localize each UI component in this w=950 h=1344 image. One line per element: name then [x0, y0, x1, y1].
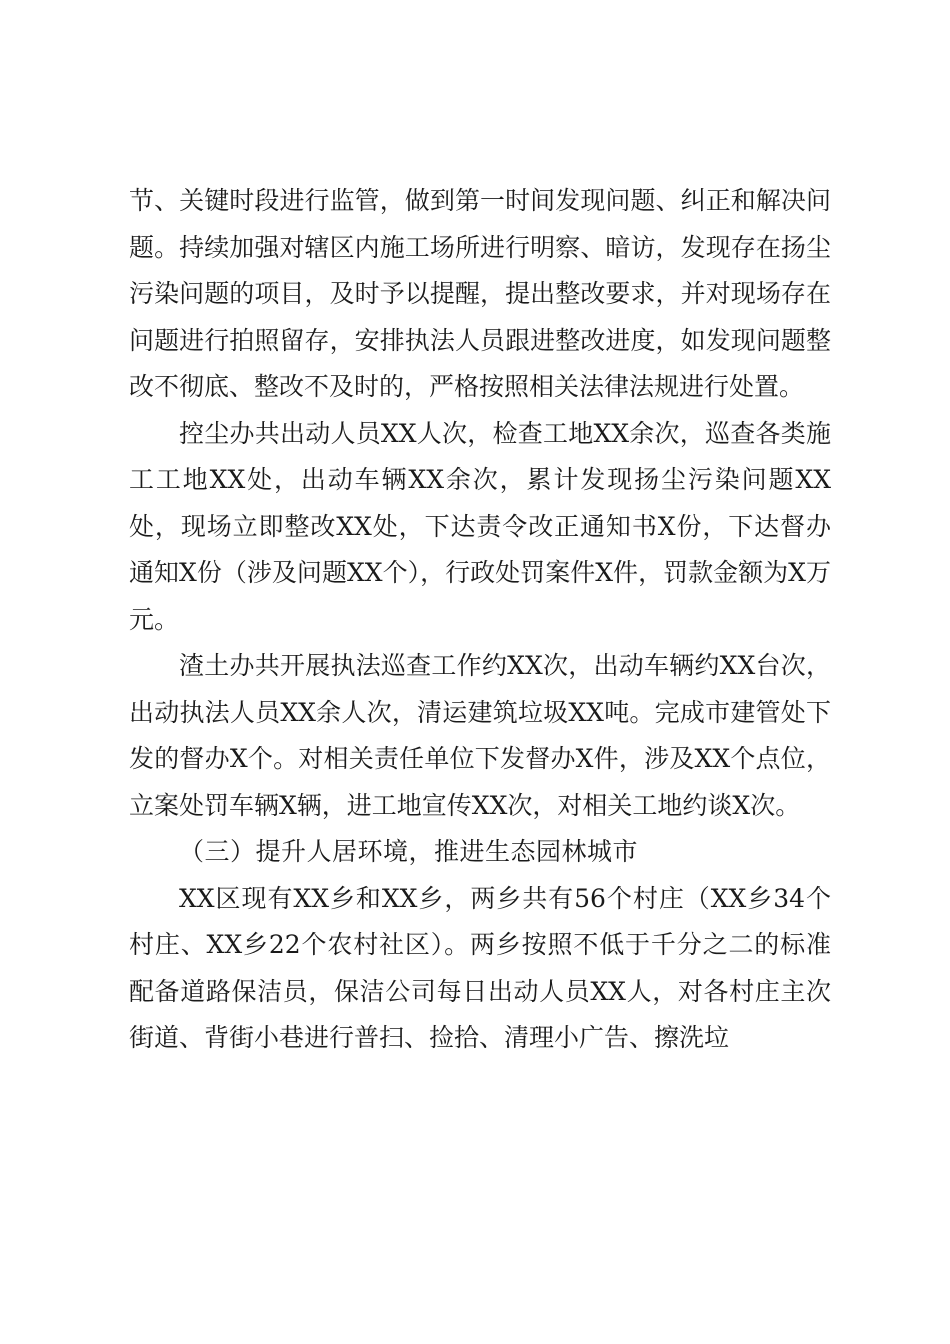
section-heading: （三）提升人居环境，推进生态园林城市: [179, 837, 639, 866]
paragraph-dust-control: 控尘办共出动人员XX人次，检查工地XX余次，巡查各类施工工地XX处，出动车辆XX余次，累计发现扬尘污染问题XX处，现场立即整改XX处，下达责令改正通知书X份，下达督办通知X份（涉及问题XX个），行政处罚案件X件，罚款金额为X万元。: [129, 418, 831, 634]
paragraph-living-environment: XX区现有XX乡和XX乡，两乡共有56个村庄（XX乡34个村庄、XX乡22个农村社区）。两乡按照不低于千分之二的标准配备道路保洁员，保洁公司每日出动人员XX人，对各村庄主次街道、背街小巷进行普扫、捡拾、清理小广告、擦洗垃: [129, 883, 831, 1052]
document-body: [129, 178, 831, 1062]
paragraph-continuation: 节、关键时段进行监管，做到第一时间发现问题、纠正和解决问题。持续加强对辖区内施工场所进行明察、暗访，发现存在扬尘污染问题的项目，及时予以提醒，提出整改要求，并对现场存在问题进行拍照留存，安排执法人员跟进整改进度，如发现问题整改不彻底、整改不及时的，严格按照相关法律法规进行处置。: [129, 186, 831, 401]
paragraph-muck-control: 渣土办共开展执法巡查工作约XX次，出动车辆约XX台次，出动执法人员XX余人次，清运建筑垃圾XX吨。完成市建管处下发的督办X个。对相关责任单位下发督办X件，涉及XX个点位，立案处罚车辆X辆，进工地宣传XX次，对相关工地约谈X次。: [129, 651, 831, 820]
